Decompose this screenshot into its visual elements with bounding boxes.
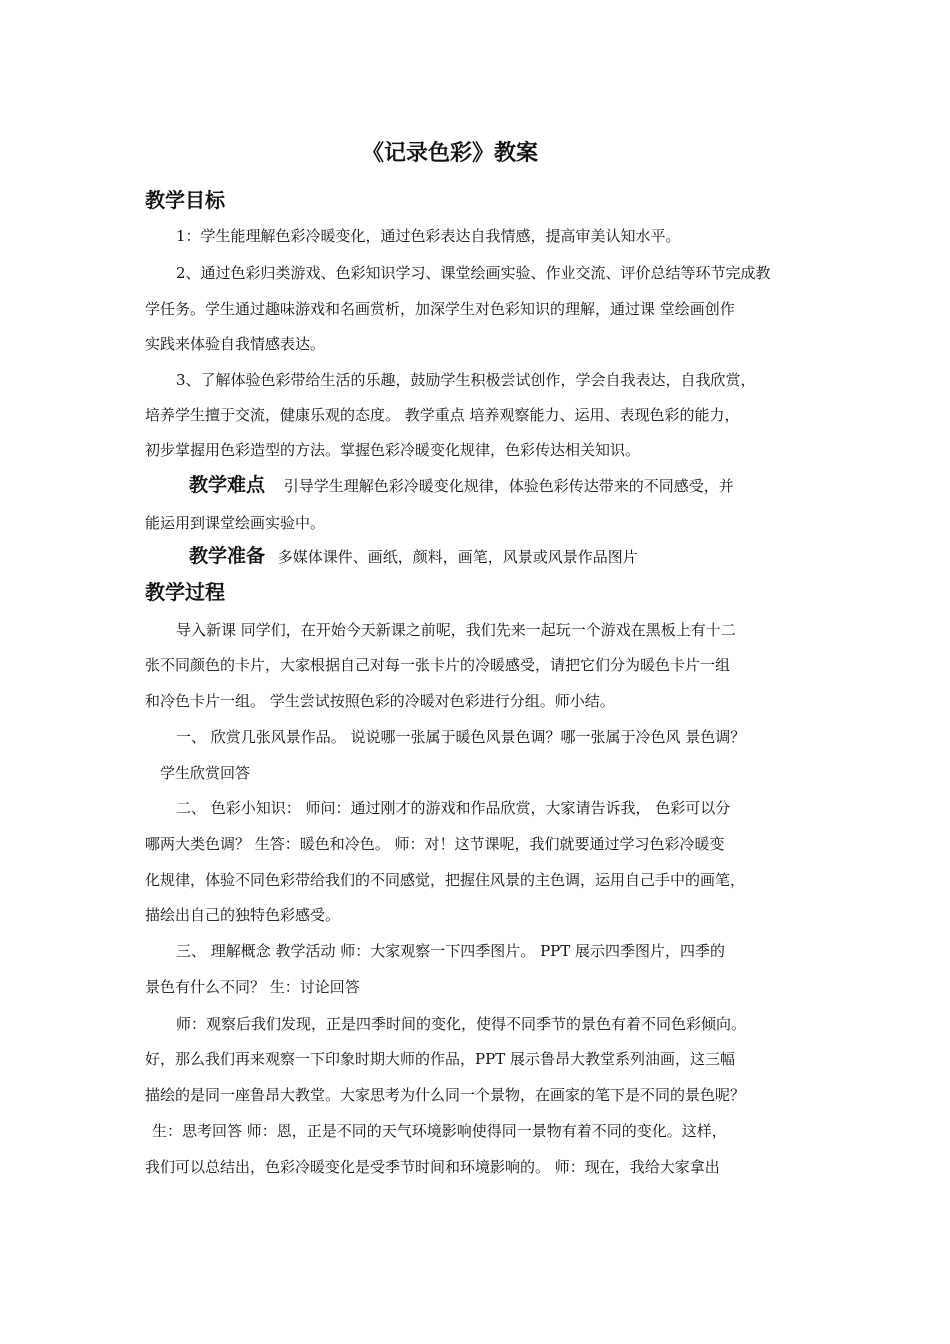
paragraph-text: 引导学生理解色彩冷暖变化规律，体验色彩传达带来的不同感受，并 [283,477,734,495]
paragraph-line: 我们可以总结出，色彩冷暖变化是受季节时间和环境影响的。 师：现在，我给大家拿出 [145,1158,720,1176]
paragraph-line: 描绘的是同一座鲁昂大教堂。大家思考为什么同一个景物，在画家的笔下是不同的景色呢？ [145,1086,746,1104]
paragraph-line: 生：思考回答 师：恩，正是不同的天气环境影响使得同一景物有着不同的变化。这样， [152,1122,727,1140]
paragraph-line: 导入新课 同学们，在开始今天新课之前呢，我们先来一起玩一个游戏在黑板上有十二 [176,621,736,639]
paragraph-line: 哪两大类色调？ 生答：暖色和冷色。 师：对！这节课呢，我们就要通过学习色彩冷暖变 [145,835,725,853]
paragraph-line: 化规律，体验不同色彩带给我们的不同感觉，把握住风景的主色调，运用自己手中的画笔， [145,871,746,889]
paragraph-line: 能运用到课堂绘画实验中。 [145,514,326,532]
paragraph-text: 多媒体课件、画纸，颜料，画笔，风景或风景作品图片 [277,548,638,566]
paragraph-line: 三、 理解概念 教学活动 师：大家观察一下四季图片。 PPT 展示四季图片，四季的 [176,942,726,960]
paragraph-line: 初步掌握用色彩造型的方法。掌握色彩冷暖变化规律，色彩传达相关知识。 [145,441,641,459]
paragraph-line: 2、通过色彩归类游戏、色彩知识学习、课堂绘画实验、作业交流、评价总结等环节完成教 [176,264,771,282]
paragraph-line: 好，那么我们再来观察一下印象时期大师的作品，PPT 展示鲁昂大教堂系列油画，这三幅 [145,1050,735,1068]
difficulty-line [189,475,734,496]
preparation-line [189,546,638,567]
paragraph-line: 描绘出自己的独特色彩感受。 [145,906,341,924]
paragraph-line: 学生欣赏回答 [160,764,251,782]
paragraph-line: 实践来体验自我情感表达。 [145,335,326,353]
heading-objectives: 教学目标 [145,188,225,212]
paragraph-line: 3、了解体验色彩带给生活的乐趣，鼓励学生积极尝试创作，学会自我表达，自我欣赏， [176,371,756,389]
paragraph-line: 1：学生能理解色彩冷暖变化，通过色彩表达自我情感，提高审美认知水平。 [176,227,681,245]
paragraph-line: 张不同颜色的卡片，大家根据自己对每一张卡片的冷暖感受，请把它们分为暖色卡片一组 [145,656,731,674]
paragraph-line: 培养学生擅于交流，健康乐观的态度。 教学重点 培养观察能力、运用、表现色彩的能力， [145,406,740,424]
paragraph-line: 学任务。学生通过趣味游戏和名画赏析，加深学生对色彩知识的理解，通过课 堂绘画创作 [145,300,735,318]
heading-process: 教学过程 [145,580,225,604]
paragraph-line: 景色有什么不同？ 生：讨论回答 [145,978,360,996]
document-title: 《记录色彩》教案 [361,141,538,166]
paragraph-line: 二、 色彩小知识： 师问：通过刚才的游戏和作品欣赏，大家请告诉我， 色彩可以分 [176,799,731,817]
heading-difficulty: 教学难点 [189,474,266,496]
paragraph-line: 师：观察后我们发现，正是四季时间的变化，使得不同季节的景色有着不同色彩倾向。 [176,1015,747,1033]
paragraph-line: 和冷色卡片一组。 学生尝试按照色彩的冷暖对色彩进行分组。师小结。 [145,692,615,710]
paragraph-line: 一、 欣赏几张风景作品。 说说哪一张属于暖色风景色调？哪一张属于冷色风 景色调？ [176,728,746,746]
heading-preparation: 教学准备 [189,545,266,567]
